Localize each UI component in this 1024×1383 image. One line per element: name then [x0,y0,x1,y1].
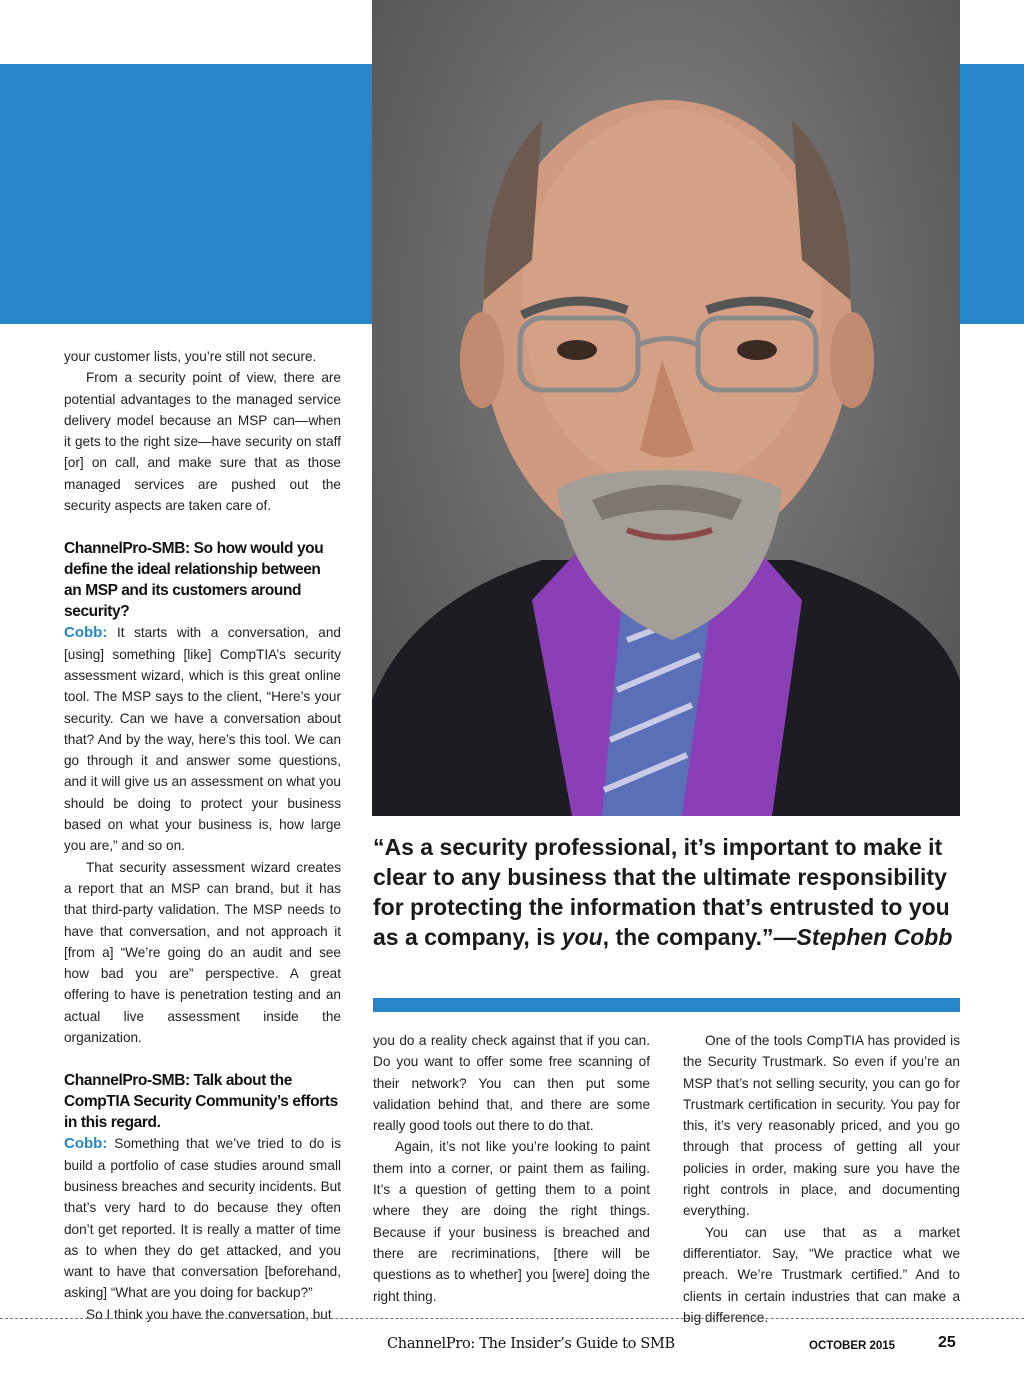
paragraph: You can use that as a market differentiator. Say, “We practice what we preach. We’re Trustmark certified.” And to clients in certain industries that can make a big difference. [683,1224,960,1325]
article-column-3 [683,1030,960,1328]
pull-quote-attribution: —Stephen Cobb [773,924,953,950]
interview-question: ChannelPro-SMB: Talk about the CompTIA Security Community’s efforts in this regard. [64,1072,338,1132]
answer-text: It starts with a conversation, and [using] something [like] CompTIA’s security assessment wizard, which is this great online tool. The MSP says to the client, “Here’s your security. Can we have a conversation about that? And by the way, here’s this tool. We can go through it and answer some questions, and it will give us an assessment on what you should be doing to protect your business based on what your business is, how large you are,” and so on. [64,625,341,854]
paragraph: That security assessment wizard creates a report that an MSP can brand, but it has that third-party validation. The MSP needs to have that conversation, and not approach it [from a] “We’re going do an audit and see how bad you are” perspective. A great offering to have is penetration testing and an actual live assessment inside the organization. [64,859,341,1046]
paragraph: So I think you have the conversation, but [86,1306,332,1322]
article-column-1 [64,346,341,1325]
footer-publication: ChannelPro: The Insider’s Guide to SMB [387,1336,675,1352]
pull-quote-rule [373,998,960,1012]
article-column-2 [373,1030,650,1307]
interview-answer [64,1133,341,1303]
interview-answer [64,622,341,856]
paragraph: your customer lists, you’re still not secure. [64,349,317,364]
paragraph: One of the tools CompTIA has provided is the Security Trustmark. So even if you’re an MSP that’s not selling security, you can go for Trustmark certification in security. You pay for this, it’s very reasonably priced, and you go through that process of getting all your policies in order, making sure you have the right controls in place, and documenting everything. [683,1033,960,1219]
speaker-label: Cobb: [64,624,108,642]
speaker-label: Cobb: [64,1135,108,1153]
paragraph: Again, it’s not like you’re looking to paint them into a corner, or paint them as failing. It’s a question of getting them to a point where they are doing the right things. Because if your business is breached and there are recriminations, [there will be questions as to whether] you [were] doing the right thing. [373,1139,650,1304]
footer-divider [0,1318,1024,1319]
answer-text: Something that we’ve tried to do is build a portfolio of case studies around small business breaches and security incidents. But that’s very hard to do because they often don’t get reported. It is really a matter of time as to when they do get attacked, and you want to have that conversation [beforehand, asking] “What are you doing for backup?” [64,1136,341,1301]
header-blue-band-right [960,64,1024,324]
pull-quote-text: “As a security professional, it’s important to make it clear to any business that the ultimate responsibility for protecting the information that’s entrusted to you as a company, is [373,834,950,950]
header-blue-band [0,64,372,324]
portrait-illustration [372,0,960,816]
paragraph: From a security point of view, there are potential advantages to the managed service delivery model because an MSP can—when it gets to the right size—have security on staff [or] on call, and make sure that as those managed services are pushed out the security aspects are taken care of. [64,370,341,514]
paragraph: you do a reality check against that if you can. Do you want to offer some free scanning of their network? You can then put some validation behind that, and there are some really good tools out there to do that. [373,1033,650,1134]
pull-quote-emphasis: you [561,924,603,950]
portrait-photo [372,0,960,816]
page-number: 25 [938,1334,956,1351]
pull-quote-end: , the company.” [602,924,774,950]
interview-question: ChannelPro-SMB: So how would you define the ideal relationship between an MSP and its customers around security? [64,540,324,621]
footer-date: OCTOBER 2015 [809,1340,896,1352]
pull-quote [373,832,963,952]
